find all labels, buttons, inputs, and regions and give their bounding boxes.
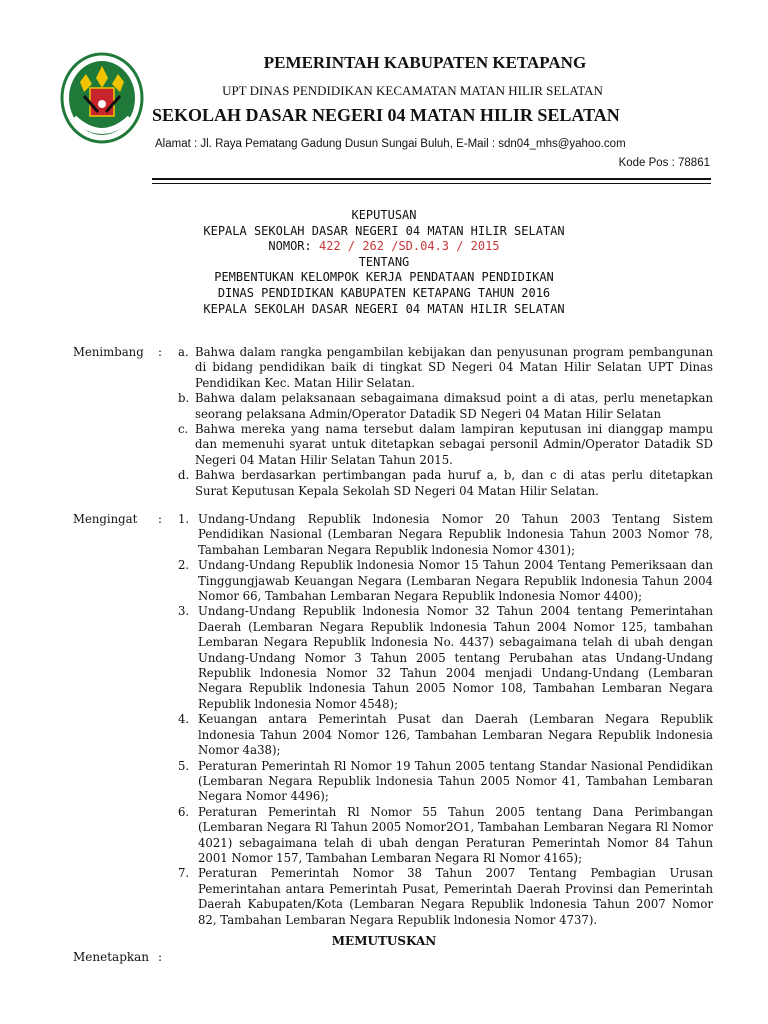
item-marker: 6. [178, 804, 190, 819]
memutuskan-heading: MEMUTUSKAN [331, 934, 437, 948]
item-marker: b. [178, 391, 190, 406]
menetapkan-colon: : [158, 950, 163, 964]
list-item [178, 759, 713, 805]
item-marker: 2. [178, 558, 190, 573]
list-item [178, 422, 713, 468]
item-marker: 3. [178, 604, 190, 619]
school-address: Alamat : Jl. Raya Pematang Gadung Dusun Sungai Buluh, E-Mail : sdn04_mhs@yahoo.com [155, 138, 626, 150]
list-item [178, 805, 713, 867]
postal-code: Kode Pos : 78861 [618, 157, 710, 169]
mengingat-section [73, 512, 713, 928]
list-item [178, 345, 713, 391]
item-text: Undang-Undang Republik lndonesia Nomor 32 Tahun 2004 tentang Pemerintahan Daerah (Lembaran Negara Republik lndonesia Tahun 2004 Nomor 125, tambahan Lembaran Negara Republik lndonesia No. 4437) sebagaimana telah di ubah dengan Undang-Undang Nomor 3 Tahun 2005 tentang Perubahan atas Undang-Undang Republik lndonesia Nomor 32 Tahun 2004 menjadi Undang-Undang (Lembaran Negara Republik lndonesia Tahun 2005 Nomor 108, Tambahan Lembaran Negara Republik lndonesia Nomor 4548); [198, 604, 713, 711]
government-name: PEMERINTAH KABUPATEN KETAPANG [263, 53, 587, 72]
item-text: Bahwa dalam pelaksanaan sebagaimana dimaksud point a di atas, perlu menetapkan seorang pelaksana Admin/Operator Datadik SD Negeri 04 Matan Hilir Selatan [195, 391, 713, 421]
item-text: Bahwa berdasarkan pertimbangan pada huruf a, b, dan c di atas perlu ditetapkan Surat Keputusan Kepala Sekolah SD Negeri 04 Matan Hilir Selatan. [195, 468, 713, 498]
mengingat-list [178, 512, 713, 928]
menetapkan-row [73, 950, 163, 964]
menimbang-label: Menimbang [73, 345, 144, 359]
menetapkan-label: Menetapkan [73, 950, 150, 964]
menimbang-colon: : [158, 345, 162, 359]
list-item [178, 866, 713, 928]
title-keputusan: KEPUTUSAN [351, 208, 417, 222]
school-name: SEKOLAH DASAR NEGERI 04 MATAN HILIR SELATAN [152, 105, 620, 125]
item-marker: 7. [178, 866, 190, 881]
menimbang-list [178, 345, 713, 499]
title-tentang: TENTANG [358, 254, 410, 269]
list-item [178, 604, 713, 712]
item-text: Peraturan Pemerintah Rl Nomor 19 Tahun 2005 tentang Standar Nasional Pendidikan (Lembaran Negara Republik lndonesia Tahun 2005 Nomor 41, Tambahan Lembaran Negara Nomor 4496); [198, 758, 713, 804]
list-item [178, 558, 713, 604]
title-issuer: KEPALA SEKOLAH DASAR NEGERI 04 MATAN HILIR SELATAN [203, 223, 565, 238]
list-item [178, 391, 713, 422]
item-text: Undang-Undang Republik lndonesia Nomor 20 Tahun 2003 Tentang Sistem Pendidikan Nasional (Lembaran Negara Republik lndonesia Tahun 2003 Nomor 78, Tambahan Lembaran Negara Republik lndonesia Nomor 4301); [198, 512, 713, 557]
title-number [80, 239, 688, 255]
decree-title [80, 208, 688, 317]
item-text: Peraturan Pemerintah Rl Nomor 55 Tahun 2005 tentang Dana Perimbangan (Lembaran Negara Rl Tahun 2005 Nomor2O1, Tambahan Lembaran Negara Rl Nomor 4021) sebagaimana telah di ubah dengan Peraturan Pemerintah Nomor 84 Tahun 2001 Nomor 157, Tambahan Lembaran Negara Rl Nomor 4165); [198, 804, 713, 865]
number-value: 422 / 262 /SD.04.3 / 2015 [318, 239, 500, 254]
number-label: NOMOR: [268, 239, 319, 254]
item-marker: a. [178, 345, 189, 359]
agency-name: UPT DINAS PENDIDIKAN KECAMATAN MATAN HILIR SELATAN [222, 83, 603, 98]
item-text: Bahwa mereka yang nama tersebut dalam lampiran keputusan ini dianggap mampu dan memenuhi syarat untuk ditetapkan sebagai personil Admin/Operator Datadik SD Negeri 04 Matan Hilir Selatan Tahun 2015. [195, 422, 713, 467]
letterhead [150, 52, 710, 152]
item-text: Undang-Undang Republik lndonesia Nomor 15 Tahun 2004 Tentang Pemeriksaan dan Tinggungjawab Keuangan Negara (Lembaran Negara Republik lndonesia Tahun 2004 Nomor 66, Tambahan Lembaran Negara Republik lndonesia Nomor 4400); [198, 558, 713, 604]
title-subject-2: DINAS PENDIDIKAN KABUPATEN KETAPANG TAHUN 2016 [217, 285, 551, 300]
item-text: Bahwa dalam rangka pengambilan kebijakan dan penyusunan program pembangunan di bidang pendidikan baik di tingkat SD Negeri 04 Matan Hilir Selatan UPT Dinas Pendidikan Kec. Matan Hilir Selatan. [195, 345, 713, 390]
item-marker: 5. [178, 758, 190, 773]
mengingat-colon: : [158, 512, 162, 526]
letterhead-divider-thick [152, 178, 711, 180]
menimbang-section [73, 345, 713, 499]
item-marker: d. [178, 468, 190, 483]
item-text: Peraturan Pemerintah Nomor 38 Tahun 2007 Tentang Pembagian Urusan Pemerintahan antara Pemerintah Pusat, Pemerintah Daerah Provinsi dan Pemerintah Daerah Kabupaten/Kota (Lembaran Negara Republik lndonesia Tahun 2007 Nomor 82, Tambahan Lembaran Negara Republik lndonesia Nomor 4737). [198, 866, 713, 927]
title-subject-3: KEPALA SEKOLAH DASAR NEGERI 04 MATAN HILIR SELATAN [203, 301, 565, 316]
list-item [178, 712, 713, 758]
item-marker: c. [178, 422, 189, 437]
item-marker: 1. [178, 512, 190, 526]
letterhead-divider-thin [152, 183, 711, 184]
mengingat-label: Mengingat [73, 512, 138, 526]
item-text: Keuangan antara Pemerintah Pusat dan Daerah (Lembaran Negara Republik lndonesia Tahun 2004 Nomor 126, Tambahan Lembaran Negara Republik lndonesia Nomor 4a38); [198, 712, 713, 758]
item-marker: 4. [178, 712, 190, 727]
list-item [178, 512, 713, 558]
list-item [178, 468, 713, 499]
title-subject-1: PEMBENTUKAN KELOMPOK KERJA PENDATAAN PENDIDIKAN [214, 270, 554, 285]
